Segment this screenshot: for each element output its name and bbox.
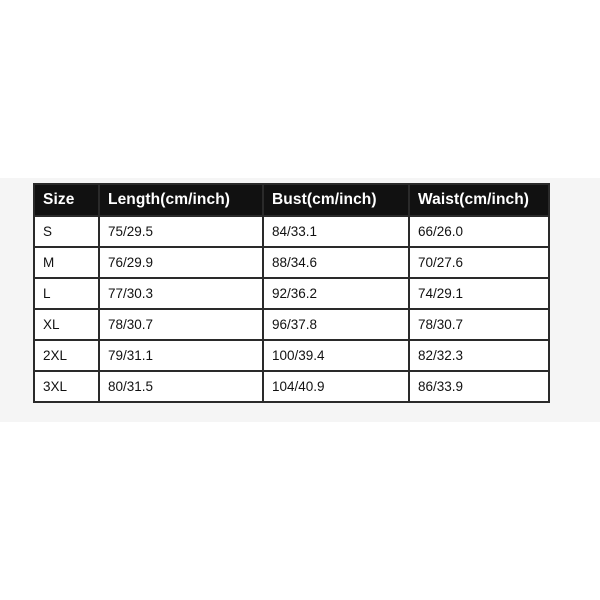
header-size: Size	[34, 184, 99, 216]
cell-size: 3XL	[34, 371, 99, 402]
cell-waist: 70/27.6	[409, 247, 549, 278]
cell-size: XL	[34, 309, 99, 340]
cell-bust: 92/36.2	[263, 278, 409, 309]
cell-bust: 84/33.1	[263, 216, 409, 247]
cell-bust: 100/39.4	[263, 340, 409, 371]
cell-length: 75/29.5	[99, 216, 263, 247]
table-row	[34, 371, 549, 402]
cell-size: S	[34, 216, 99, 247]
cell-waist: 74/29.1	[409, 278, 549, 309]
header-waist: Waist(cm/inch)	[409, 184, 549, 216]
table-row	[34, 340, 549, 371]
cell-waist: 82/32.3	[409, 340, 549, 371]
cell-length: 79/31.1	[99, 340, 263, 371]
cell-length: 76/29.9	[99, 247, 263, 278]
cell-waist: 86/33.9	[409, 371, 549, 402]
cell-size: M	[34, 247, 99, 278]
cell-length: 78/30.7	[99, 309, 263, 340]
cell-waist: 78/30.7	[409, 309, 549, 340]
size-chart-table	[33, 183, 550, 403]
table-row	[34, 278, 549, 309]
cell-size: 2XL	[34, 340, 99, 371]
header-bust: Bust(cm/inch)	[263, 184, 409, 216]
cell-waist: 66/26.0	[409, 216, 549, 247]
table-row	[34, 247, 549, 278]
table-row	[34, 216, 549, 247]
cell-bust: 88/34.6	[263, 247, 409, 278]
cell-bust: 96/37.8	[263, 309, 409, 340]
table-header-row	[34, 184, 549, 216]
header-length: Length(cm/inch)	[99, 184, 263, 216]
cell-size: L	[34, 278, 99, 309]
table-row	[34, 309, 549, 340]
cell-length: 77/30.3	[99, 278, 263, 309]
cell-length: 80/31.5	[99, 371, 263, 402]
cell-bust: 104/40.9	[263, 371, 409, 402]
